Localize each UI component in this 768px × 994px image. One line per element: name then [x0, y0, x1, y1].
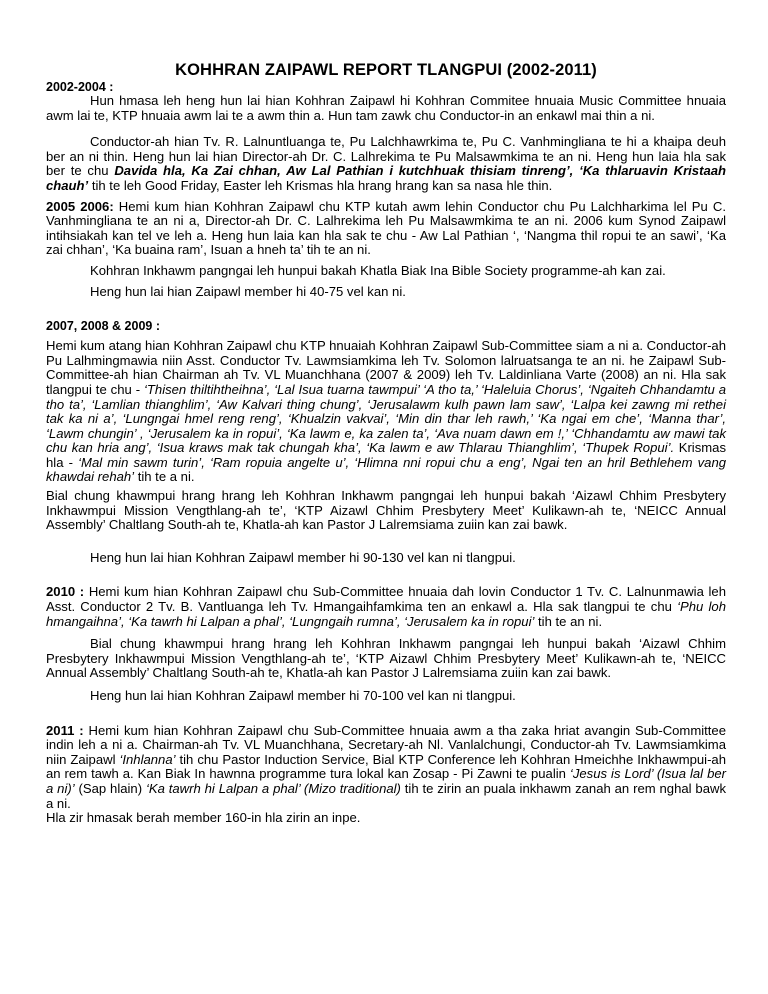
text-run: tih te an ni.: [534, 613, 603, 629]
paragraph-2002-2004-intro: Hun hmasa leh heng hun lai hian Kohhran Zaipawl hi Kohhran Commitee hnuaia Music Committee hnuaia awm lai te, KTP hnuaia awm lai te a awm thin a. Hun tam zawk chu Conductor-in an enkawl mai thin a ni.: [46, 93, 726, 123]
song-titles: Davida hla, Ka Zai chhan, Aw Lal Pathian i kutchhuak thisiam tinreng’, ‘Ka thlaruavin Kristaah chauh’: [46, 163, 727, 193]
section-heading-2011: 2011 :: [46, 722, 84, 738]
song-titles: ‘Phu loh hmangaihna’, ‘Ka tawrh hi Lalpan a phal’, ‘Lungngaih rumna’, ‘Jerusalem ka in ropui’: [46, 599, 726, 629]
text-run: tih te leh Good Friday, Easter leh Krismas hla hrang hrang kan sa nasa hle thin.: [88, 177, 553, 193]
text-run: Hemi kum atang hian Kohhran Zaipawl chu KTP hnuaiah Kohhran Zaipawl Sub-Committee siam a ni a. Conductor-ah Pu Lalhmingmawia niin Asst. Conductor Tv. Lawmsiamkima leh Tv. Solomon lalruatsanga te an ni. he Zaipawl Sub-Committee-ah hian Chairman ah Tv. VL Muanchhana (2007 & 2009) leh Tv. Laldinliana Varte (2008) an ni. Hla sak tlangpui te chu -: [46, 338, 726, 397]
document-title: KOHHRAN ZAIPAWL REPORT TLANGPUI (2002-2011): [175, 61, 597, 79]
section-heading-2002-2004: 2002-2004 :: [46, 80, 114, 94]
paragraph-2007-2009-members: Heng hun lai hian Kohhran Zaipawl member hi 90-130 vel kan ni tlangpui.: [90, 549, 516, 565]
text-run: Hemi kum hian Kohhran Zaipawl chu KTP kutah awm lehin Conductor chu Pu Lalchharkima lel Pu C. Vanhmingliana te an ni a, Director-ah Dr. C. Lalhrekima leh Pu Malsawmkima te an ni. 2006 kum Synod Zaipawl intihsiakah kan tel ve leh a. Heng hun laia kan hla sak te chu - Aw Lal Pathian ‘, ‘Nangma thil ropui te an sawi’, ‘Ka zai chhan’, ‘Ka buaina ram’, Isuan a hneh ta’ tih te an ni.: [46, 198, 726, 258]
text-run: tih chu Pastor Induction Service, Bial KTP Conference leh Kohhran Hmeichhe Inkhawmpui-ah an rem tawh a. Kan Biak In hawnna programme tura lokal kan Zosap - Pi Zawni te pualin: [46, 751, 726, 782]
paragraph-2007-2009-main: [46, 339, 726, 485]
paragraph-2011-members: Hla zir hmasak berah member 160-in hla zirin an inpe.: [46, 810, 361, 826]
christmas-song-titles: ‘Mal min sawm turin’, ‘Ram ropuia angelte u’, ‘Hlimna nni ropui chu a eng’, Ngai ten an hril Bethlehem vang khawdai rehah’: [46, 454, 727, 485]
text-run: Hemi kum hian Kohhran Zaipawl chu Sub-Committee hnuaia awm a tha zaka hriat avangin Sub-Committee indin leh a ni a. Chairman-ah Tv. VL Muanchhana, Secretary-ah Nl. Vanlalchungi, Conductor-ah Tv. Lawmsiamkima niin Zaipawl: [46, 722, 727, 767]
song-titles: ‘Thisen thiltihtheihna’, ‘Lal Isua tuarna tawmpui’ ‘A tho ta,’ ‘Haleluia Chorus’, ‘Ngaiteh Chhandamtu a tho ta’, ‘Lamlian thianghlim’, ‘Aw Kalvari thing chung’, ‘Jerusalawm kulh pawn lam saw’, ‘Lalpa kei zawng mi rethei tak ka ni a’, ‘Lungngai hmel reng reng’, ‘Khualzin vakvai’, ‘Min din thar leh rawh,’ ‘Ka ngai em che’, ‘Manna thar’, ‘Lawm chungin’ , ‘Jerusalem ka in ropui’, ‘Ka lawm e, ka zalen ta’, ‘Ava nuam dawn em !,’ ‘Chhandamtu aw mawi tak chu kan hria ang’, ‘Isua kraws mak tak chungah kha’, ‘Ka lawm e aw Thlarau Thianghlim’, ‘Thupek Ropui’.: [46, 381, 726, 456]
song-title: ‘Ka tawrh hi Lalpan a phal’ (Mizo traditional): [145, 780, 401, 796]
text-run: tih te zirin an puala inkhawm zanah an rem nghal bawk a ni.: [46, 780, 726, 811]
paragraph-2005-2006-members: Heng hun lai hian Zaipawl member hi 40-75 vel kan ni.: [90, 283, 406, 299]
song-title: ‘Jesus is Lord’ (Isua lal ber a ni)’: [46, 766, 726, 796]
text-run: (Sap hlain): [74, 780, 146, 796]
paragraph-2005-2006: [46, 200, 726, 258]
song-title: ‘Inhlanna’: [119, 751, 176, 767]
paragraph-2005-2006-programmes: Kohhran Inkhawm pangngai leh hunpui bakah Khatla Biak Ina Bible Society programme-ah kan zai.: [90, 262, 666, 278]
paragraph-2002-2004-conductors: [46, 135, 726, 193]
section-heading-2010: 2010 :: [46, 584, 85, 600]
text-run: tih te a ni.: [134, 469, 195, 485]
section-heading-2005-2006: 2005 2006:: [46, 198, 114, 214]
text-run: Krismas hla -: [46, 440, 726, 470]
paragraph-2010: [46, 585, 726, 629]
document-page: [46, 60, 726, 826]
paragraph-2010-events: Bial chung khawmpui hrang hrang leh Kohhran Inkhawm pangngai leh hunpui bakah ‘Aizawl Chhim Presbytery Inkhawmpui Mission Vengthlang-ah te’, ‘KTP Aizawl Chhim Presbytery Meet’ Kulikawn-ah te, ‘NEICC Annual Assembly’ Chaltlang South-ah te, Khatla-ah kan Pastor J Lalremsiama zuiin kan zai bawk.: [46, 636, 726, 681]
paragraph-2010-members: Heng hun lai hian Kohhran Zaipawl member hi 70-100 vel kan ni tlangpui.: [90, 688, 516, 703]
text-run: Conductor-ah hian Tv. R. Lalnuntluanga te, Pu Lalchhawrkima te, Pu C. Vanhmingliana te hi a khaipa deuh ber an ni thin. Heng hun lai hian Director-ah Dr. C. Lalhrekima te Pu Malsawmkima te an ni. Heng hun laia hla sak ber te chu: [46, 134, 726, 179]
paragraph-2011: [46, 724, 726, 812]
text-run: Hemi kum hian Kohhran Zaipawl chu Sub-Committee hnuaia dah lovin Conductor 1 Tv. C. Lalnunmawia leh Asst. Conductor 2 Tv. B. Vantluanga leh Tv. Hmangaihfamkima ten an enkawl a. Hla sak tlangpui te chu: [46, 584, 726, 615]
paragraph-2007-2009-events: Bial chung khawmpui hrang hrang leh Kohhran Inkhawm pangngai leh hunpui bakah ‘Aizawl Chhim Presbytery Inkhawmpui Mission Vengthlang-ah te’, ‘KTP Aizawl Chhim Presbytery Meet’ Kulikawn-ah te, ‘NEICC Annual Assembly’ Chaltlang South-ah te, Khatla-ah kan Pastor J Lalremsiama zuiin kan zai bawk.: [46, 488, 726, 533]
section-heading-2007-2009: 2007, 2008 & 2009 :: [46, 319, 160, 334]
